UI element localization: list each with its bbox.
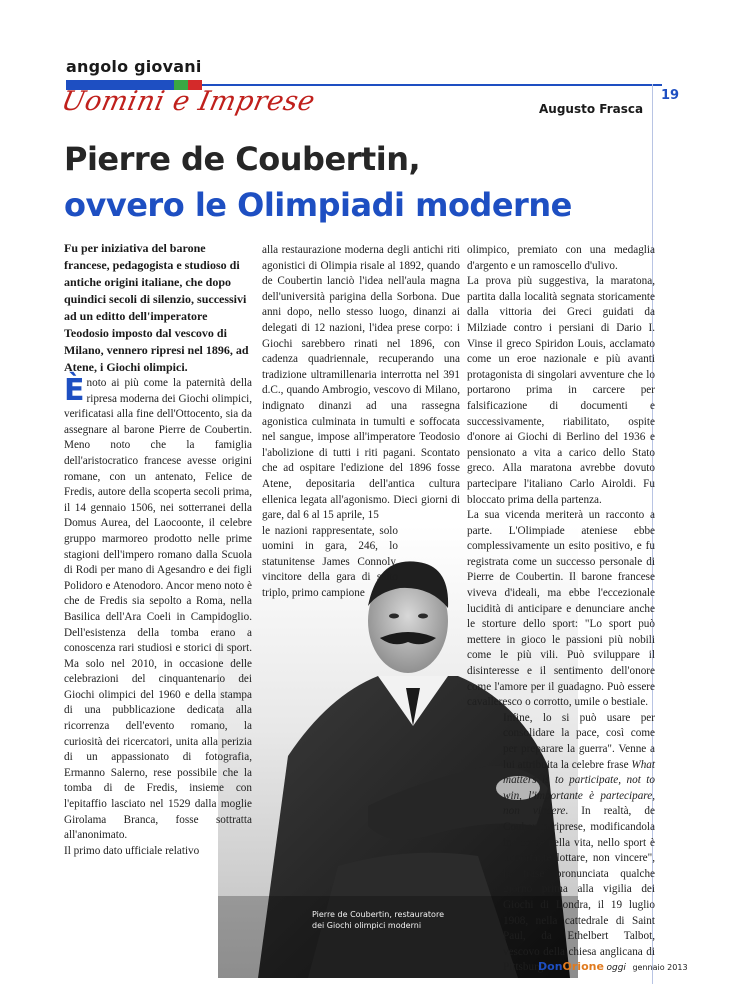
- column-2: [262, 243, 460, 602]
- author-name: Augusto Frasca: [539, 102, 644, 116]
- body-paragraph-6: La prova più suggestiva, la maratona, partita dalla località segnata storicamente dalla vittoria dei Greci guidati da Milziade contro i persiani di Dario I. Vinse il greco Spiridon Louis, acclamato come un eroe nazionale e più avanti protagonista di singolari avventure che lo portarono prima in carcere per falsificazione di documenti e successivamente, riabilitato, ospite d'onore ai Giochi di Berlino del 1936 e pensionato a vita a carico dello Stato greco. Alla maratona avrebbe dovuto partecipare l'italiano Carlo Airoldi. Fu bloccato prima della partenza.: [467, 275, 655, 506]
- intro-paragraph: Fu per iniziativa del barone francese, pedagogista e studioso di antiche origini italiane, che dopo quindici secoli di silenzio, successivi ad un editto dell'imperatore Teodosio imposto dal vescovo di Milano, vennero ripresi nel 1896, ad Atene, i Giochi olimpici.: [64, 241, 249, 374]
- section-label: angolo giovani: [66, 57, 202, 76]
- column-1: [64, 240, 252, 859]
- body-text-8b: . In realtà, de Coubertin riprese, modificandola in "come nella vita, nello sport è importante lottare, non vincere", la frase pronunciata qualche giorno prima alla vigilia dei Giochi di Londra, il 19 luglio 1908, nella cattedrale di Saint Paul, da Ethelbert Talbot, vescovo della chiesa anglicana di Pittsburg.: [503, 805, 655, 974]
- brand-orione: Orione: [562, 960, 604, 973]
- famous-quote: What matters is to participate, not to win, l'importante è partecipare, non vincere: [503, 758, 656, 818]
- column-3: [467, 243, 655, 976]
- body-paragraph-4: le nazioni rappresentate, solo uomini in gara, 246, lo statunitense James Connoly, vincitore della gara di salto triplo, primo campione: [262, 524, 398, 600]
- body-paragraph-5: olimpico, premiato con una medaglia d'argento e un ramoscello d'ulivo.: [467, 244, 655, 272]
- body-paragraph-8: [503, 711, 655, 976]
- body-paragraph-7: La sua vicenda meriterà un racconto a parte. L'Olimpiade ateniese ebbe complessivamente un esito positivo, e fu registrata come un successo personale di Pierre de Coubertin. Il barone francese viveva d'ideali, ma ebbe l'eccezionale lucidità di anticipare e denunciare anche le storture dello sport: "Lo sport può mettere in gioco le passioni più nobili come le più vili. Può sviluppare il disinteresse e il sentimento dell'onore come l'amore per il guadagno. Può essere cavalleresco o corrotto, umile o bestiale.: [467, 509, 655, 709]
- issue-date: gennaio 2013: [632, 963, 688, 972]
- body-text-8a: Infine, lo si può usare per consolidare la pace, così come per preparare la guerra". Venne a lui attribuita la celebre frase: [503, 711, 655, 771]
- body-paragraph-1: [64, 373, 252, 844]
- body-paragraph-3: alla restaurazione moderna degli antichi riti agonistici di Olimpia risale al 1892, quando de Coubertin lanciò l'idea nell'aula magna dell'università parigina della Sorbona. Due anni dopo, nello stesso luogo, dinanzi ai delegati di 12 nazioni, l'idea prese corpo: i Giochi sarebbero rinati nel 1896, con cadenza quadriennale, recuperando una tradizione ultramillenaria interrotta nel 391 d.C., quando Ambrogio, vescovo di Milano, indignato dinanzi ad una rassegna agonistica culminata in tumulti e soffocata nel sangue, impose all'imperatore Teodosio l'abolizione di tutti i riti pagani. Scontato che ad ospitare l'edizione del 1896 fosse Atene, depositaria dell'antica cultura ellenica legata all'agonismo. Dieci giorni di gare, dal 6 al 15 aprile, 15: [262, 244, 460, 522]
- brand-oggi: oggi: [606, 963, 626, 973]
- body-paragraph-2: Il primo dato ufficiale relativo: [64, 844, 200, 857]
- photo-caption: Pierre de Coubertin, restauratore dei Giochi olimpici moderni: [312, 910, 444, 930]
- page-number: 19: [661, 88, 680, 103]
- drop-cap: È: [64, 373, 85, 408]
- headline-line-1: Pierre de Coubertin,: [64, 140, 421, 178]
- body-text-1: noto ai più come la paternità della ripresa moderna dei Giochi olimpici, verificatasi alla fine dell'Ottocento, sia da assegnare al barone Pierre de Coubertin. Meno noto che la famiglia dell'aristocratico francese avesse origini romane, con un antenato, Felice de Fredis, autore della scoperta secoli prima, il 14 gennaio 1506, nei sotterranei della Domus Aurea, del Laocoonte, il celebre gruppo marmoreo prodotto nelle prime stagioni dell'impero romano dalla Scuola di Rodi per mano di Agesandro e dei figli Polidoro e Atenodoro. Ancor meno noto è che de Fredis sia sepolto a Roma, nella Basilica dell'Ara Coeli in Campidoglio. Dell'esistenza della tomba erano a conoscenza rari studiosi e storici di sport. Ma solo nel 2010, in occasione delle celebrazioni del cinquantenario dei Giochi olimpici del 1960 e della stampa di una pubblicazione dedicata alla ricorrenza dell'evento romano, la curiosità dei ricercatori, unita alla perizia di un appassionato di fotografia, Ermanno Salerno, rese possibile che la tomba di de Fredis, insieme con l'epitaffio lasciato nel 1529 dalla moglie Girolama Branca, fosse sottratta all'anonimato.: [64, 377, 252, 842]
- headline-line-2: ovvero le Olimpiadi moderne: [64, 186, 572, 224]
- footer-brand: [538, 960, 688, 973]
- brand-don: Don: [538, 960, 563, 973]
- series-title: Uomini e Imprese: [58, 86, 318, 117]
